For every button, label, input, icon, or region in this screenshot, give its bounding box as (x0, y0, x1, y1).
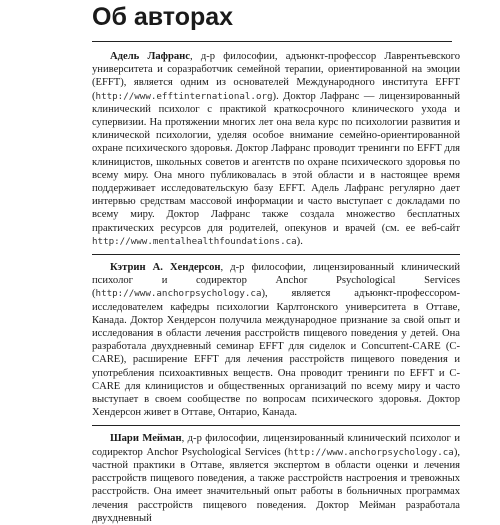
bio-text: ). Доктор Лафранс — лицензированный клинический психолог с практикой краткосрочного клинического ухода и супервизии. На протяжении многих лет она вела курс по психологии развития и клинической психологии, уделяя особое внимание семейно-ориентированной охране психического здоровья. Доктор Лафранс проводит тренинги по EFFT для клиницистов, школьных советов и агентств по охране психического здоровья по всему миру. Она много публиковалась в этой области и в настоящее время поддерживает исследовательскую базу EFFT. Адель Лафранс регулярно дает интервью средствам массовой информации и часто выступает с докладами по всему миру. Доктор Лафранс также создала множество бесплатных практических ресурсов для родителей, опекунов и врачей (см. ее веб-сайт (92, 90, 460, 234)
website-link[interactable]: http://www.efftinternational.org (95, 90, 273, 102)
section-divider (92, 254, 460, 255)
bio-text: ), частной практики в Оттаве, является экспертом в области оценки и лечения расстройств пищевого поведения, а также расстройств настроения и тревожных расстройств. Она имеет значительный опыт работы в больничных программах лечения расстройств пищевого поведения. Доктор Мейман разработала двухдневный (92, 446, 460, 524)
bio-text: , д-р философии, лицензированный клинический психолог и содиректор Anchor Psychological Services ( (92, 262, 460, 300)
author-bio (92, 50, 460, 248)
website-link[interactable]: http://www.anchorpsychology.ca (287, 446, 454, 458)
bio-text: , д-р философии, адъюнкт-профессор Лаврентьевского университета и соразработчик семейной терапии, ориентированной на эмоции (EFFT), является одним из основателей Международного института EFFT ( (92, 51, 461, 102)
website-link[interactable]: http://www.mentalhealthfoundations.ca (92, 235, 297, 247)
author-bio (92, 261, 460, 419)
bio-text: ), является адъюнкт-профессором-исследователем кафедры психологии Карлтонского университета в Оттаве, Канада. Доктор Хендерсон получила международное признание за свой опыт и исследования в области лечения расстройств пищевого поведения у детей. Она разработала двухдневный семинар EFFT для сиделок и Concurrent-CARE (C-CARE), расширение EFFT для лечения расстройств пищевого поведения и употребления психоактивных веществ. Она проводит тренинги по EFFT и C-CARE для клиницистов и общественных организаций по всему миру и часто выступает в своем сообществе по вопросам психического здоровья. Доктор Хендерсон живет в Оттаве, Онтарио, Канада. (92, 288, 460, 419)
author-entry-henderson (92, 261, 460, 419)
author-entry-lafrance (92, 50, 460, 248)
page (0, 2, 500, 524)
author-name: Адель Лафранс (110, 51, 190, 62)
section-divider (92, 425, 460, 426)
author-bio (92, 432, 460, 524)
section-title: Об авторах (92, 2, 452, 42)
author-entry-mayman (92, 432, 460, 524)
author-name: Кэтрин А. Хендерсон (110, 262, 221, 274)
website-link[interactable]: http://www.anchorpsychology.ca (95, 288, 262, 300)
bio-text: ). (296, 235, 303, 247)
bio-text: , д-р философии, лицензированный клинический психолог и содиректор Anchor Psychological Services ( (92, 433, 460, 458)
author-name: Шари Мейман (110, 433, 182, 445)
